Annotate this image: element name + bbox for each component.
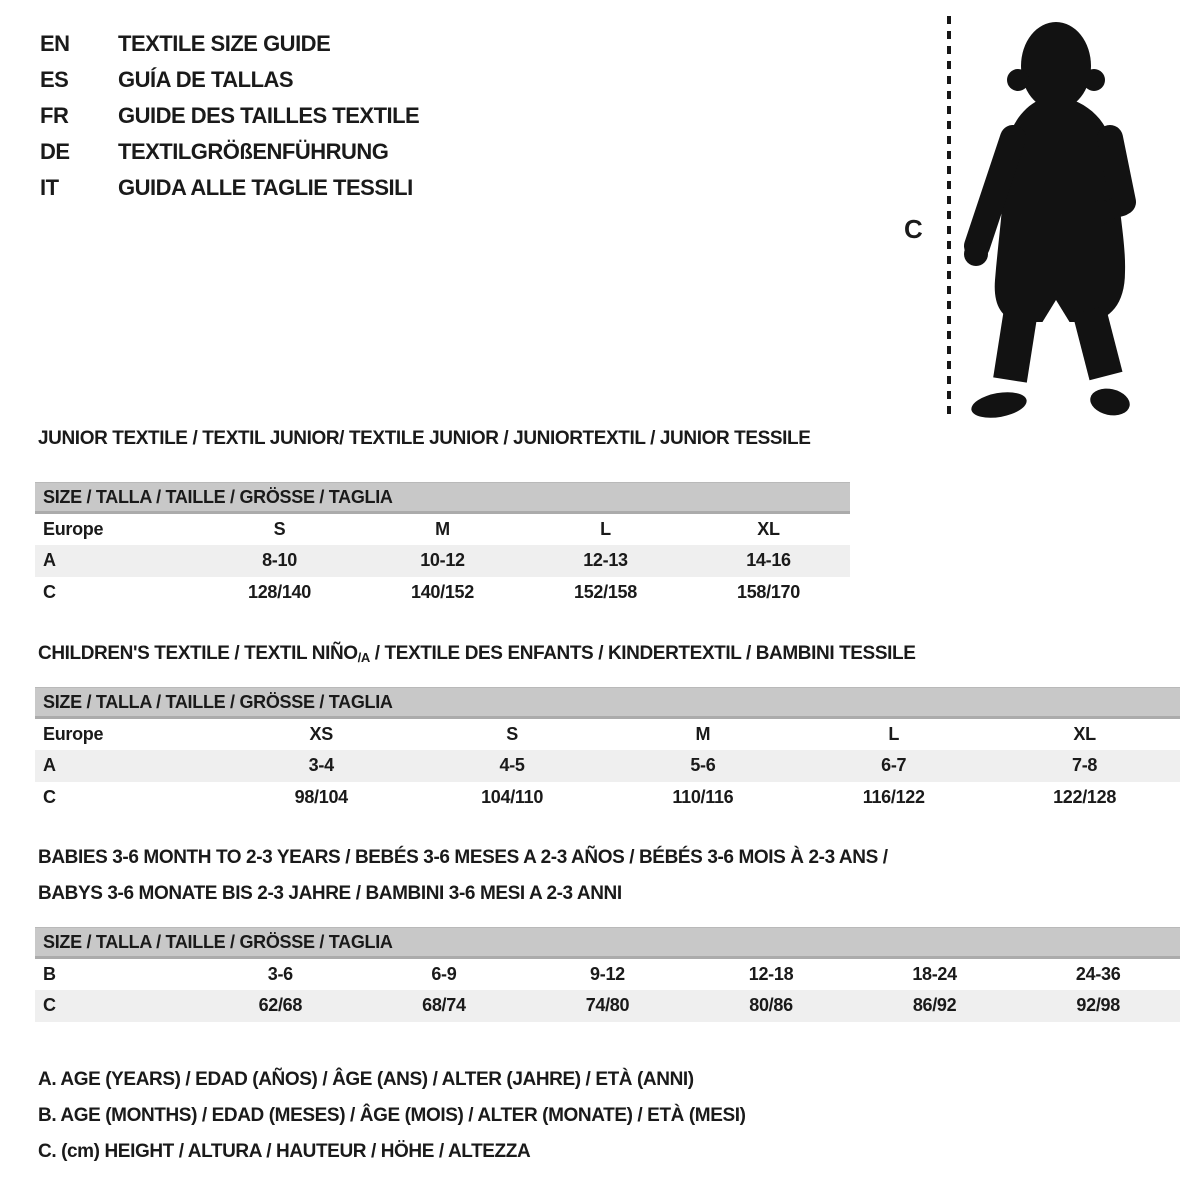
language-row-fr <box>40 98 419 134</box>
row-label: A <box>35 545 198 577</box>
language-row-es <box>40 62 419 98</box>
babies-title-line2: BABYS 3-6 MONATE BIS 2-3 JAHRE / BAMBINI 3-6 MESI A 2-3 ANNI <box>38 883 622 904</box>
size-cell: 24-36 <box>1075 963 1121 984</box>
children-title-text: / TEXTILE DES ENFANTS / KINDERTEXTIL / BAMBINI TESSILE <box>369 643 916 664</box>
size-cell: 104/110 <box>481 787 544 807</box>
legend-age-months: B. AGE (MONTHS) / EDAD (MESES) / ÂGE (MOIS) / ALTER (MONATE) / ETÀ (MESI) <box>38 1105 746 1126</box>
row-label: C <box>43 582 56 602</box>
size-cell: 116/122 <box>862 787 925 807</box>
size-cell: 62/68 <box>199 990 363 1022</box>
height-measure-label: C <box>904 214 923 244</box>
size-cell: 12-18 <box>748 963 794 984</box>
size-cell: 3-4 <box>226 750 417 782</box>
children-section-title <box>38 643 915 665</box>
size-cell: 7-8 <box>989 750 1180 782</box>
legend-age-years: A. AGE (YEARS) / EDAD (AÑOS) / ÂGE (ANS) / ALTER (JAHRE) / ETÀ (ANNI) <box>38 1069 694 1090</box>
table-row-europe <box>35 513 850 545</box>
guide-title-de: TEXTILGRÖßENFÜHRUNG <box>118 139 389 164</box>
size-cell: 122/128 <box>1053 787 1117 807</box>
size-cell: 140/152 <box>411 582 474 602</box>
junior-section-title: JUNIOR TEXTILE / TEXTIL JUNIOR/ TEXTILE JUNIOR / JUNIORTEXTIL / JUNIOR TESSILE <box>38 428 811 449</box>
size-cell: 18-24 <box>912 963 957 984</box>
size-cell: 74/80 <box>526 990 690 1022</box>
size-cell: L <box>600 518 611 539</box>
row-label: B <box>43 963 56 984</box>
size-bar: SIZE / TALLA / TAILLE / GRÖSSE / TAGLIA <box>35 483 850 513</box>
table-row-height <box>35 782 1180 814</box>
size-bar-row <box>35 688 1180 718</box>
size-cell: 10-12 <box>361 545 524 577</box>
language-row-en <box>40 26 419 62</box>
language-code: FR <box>40 103 69 128</box>
table-row-europe <box>35 718 1180 750</box>
size-cell: 12-13 <box>524 545 687 577</box>
size-cell: 128/140 <box>248 582 311 602</box>
size-cell: 4-5 <box>417 750 608 782</box>
size-bar-row <box>35 483 850 513</box>
size-cell: XS <box>309 723 333 744</box>
size-cell: 110/116 <box>672 787 734 807</box>
guide-title-fr: GUIDE DES TAILLES TEXTILE <box>118 103 420 128</box>
guide-title-es: GUÍA DE TALLAS <box>118 67 294 92</box>
guide-title-en: TEXTILE SIZE GUIDE <box>118 31 331 56</box>
language-code: EN <box>40 31 70 56</box>
size-cell: 6-7 <box>798 750 989 782</box>
size-cell: 3-6 <box>267 963 293 984</box>
height-dashed-line <box>947 16 951 416</box>
row-label: C <box>35 990 199 1022</box>
row-label: Europe <box>43 518 104 539</box>
table-row-height <box>35 990 1180 1022</box>
babies-title-line1: BABIES 3-6 MONTH TO 2-3 YEARS / BEBÉS 3-6 MESES A 2-3 AÑOS / BÉBÉS 3-6 MOIS À 2-3 ANS / <box>38 847 888 868</box>
size-cell: XL <box>757 518 780 539</box>
children-title-text: CHILDREN'S TEXTILE / TEXTIL NIÑO <box>38 643 358 664</box>
table-row-age <box>35 545 850 577</box>
size-cell: 6-9 <box>431 963 457 984</box>
size-cell: 158/170 <box>737 582 800 602</box>
size-cell: 68/74 <box>362 990 526 1022</box>
size-cell: 92/98 <box>1016 990 1180 1022</box>
row-label: Europe <box>43 723 104 744</box>
size-cell: 98/104 <box>294 787 348 807</box>
language-code: ES <box>40 67 69 92</box>
language-row-de <box>40 134 419 170</box>
size-bar: SIZE / TALLA / TAILLE / GRÖSSE / TAGLIA <box>35 688 1180 718</box>
children-size-table <box>35 687 1180 814</box>
size-cell: 14-16 <box>687 545 850 577</box>
babies-section-title <box>38 840 888 912</box>
legend-height-cm: C. (cm) HEIGHT / ALTURA / HAUTEUR / HÖHE / ALTEZZA <box>38 1141 531 1162</box>
size-cell: 5-6 <box>607 750 798 782</box>
size-cell: M <box>695 723 711 744</box>
size-cell: XL <box>1073 723 1096 744</box>
size-cell: S <box>506 723 518 744</box>
size-cell: L <box>888 723 900 744</box>
size-cell: 9-12 <box>590 963 625 984</box>
language-header <box>40 26 419 206</box>
row-label: A <box>35 750 226 782</box>
table-row-height <box>35 577 850 609</box>
size-cell: 152/158 <box>574 582 637 602</box>
size-cell: 86/92 <box>853 990 1017 1022</box>
row-label: C <box>43 787 56 807</box>
junior-size-table <box>35 482 850 609</box>
language-code: IT <box>40 175 59 200</box>
size-cell: 8-10 <box>198 545 361 577</box>
measure-legend <box>38 1062 746 1170</box>
table-row-months <box>35 958 1180 990</box>
toddler-silhouette <box>960 14 1138 418</box>
language-code: DE <box>40 139 70 164</box>
size-cell: 80/86 <box>689 990 853 1022</box>
size-cell: M <box>435 518 450 539</box>
size-bar-row <box>35 928 1180 958</box>
language-row-it <box>40 170 419 206</box>
children-title-subscript: /A <box>357 650 370 665</box>
babies-size-table <box>35 927 1180 1022</box>
size-cell: S <box>273 518 286 539</box>
table-row-age <box>35 750 1180 782</box>
guide-title-it: GUIDA ALLE TAGLIE TESSILI <box>118 175 413 200</box>
size-bar: SIZE / TALLA / TAILLE / GRÖSSE / TAGLIA <box>35 928 1180 958</box>
